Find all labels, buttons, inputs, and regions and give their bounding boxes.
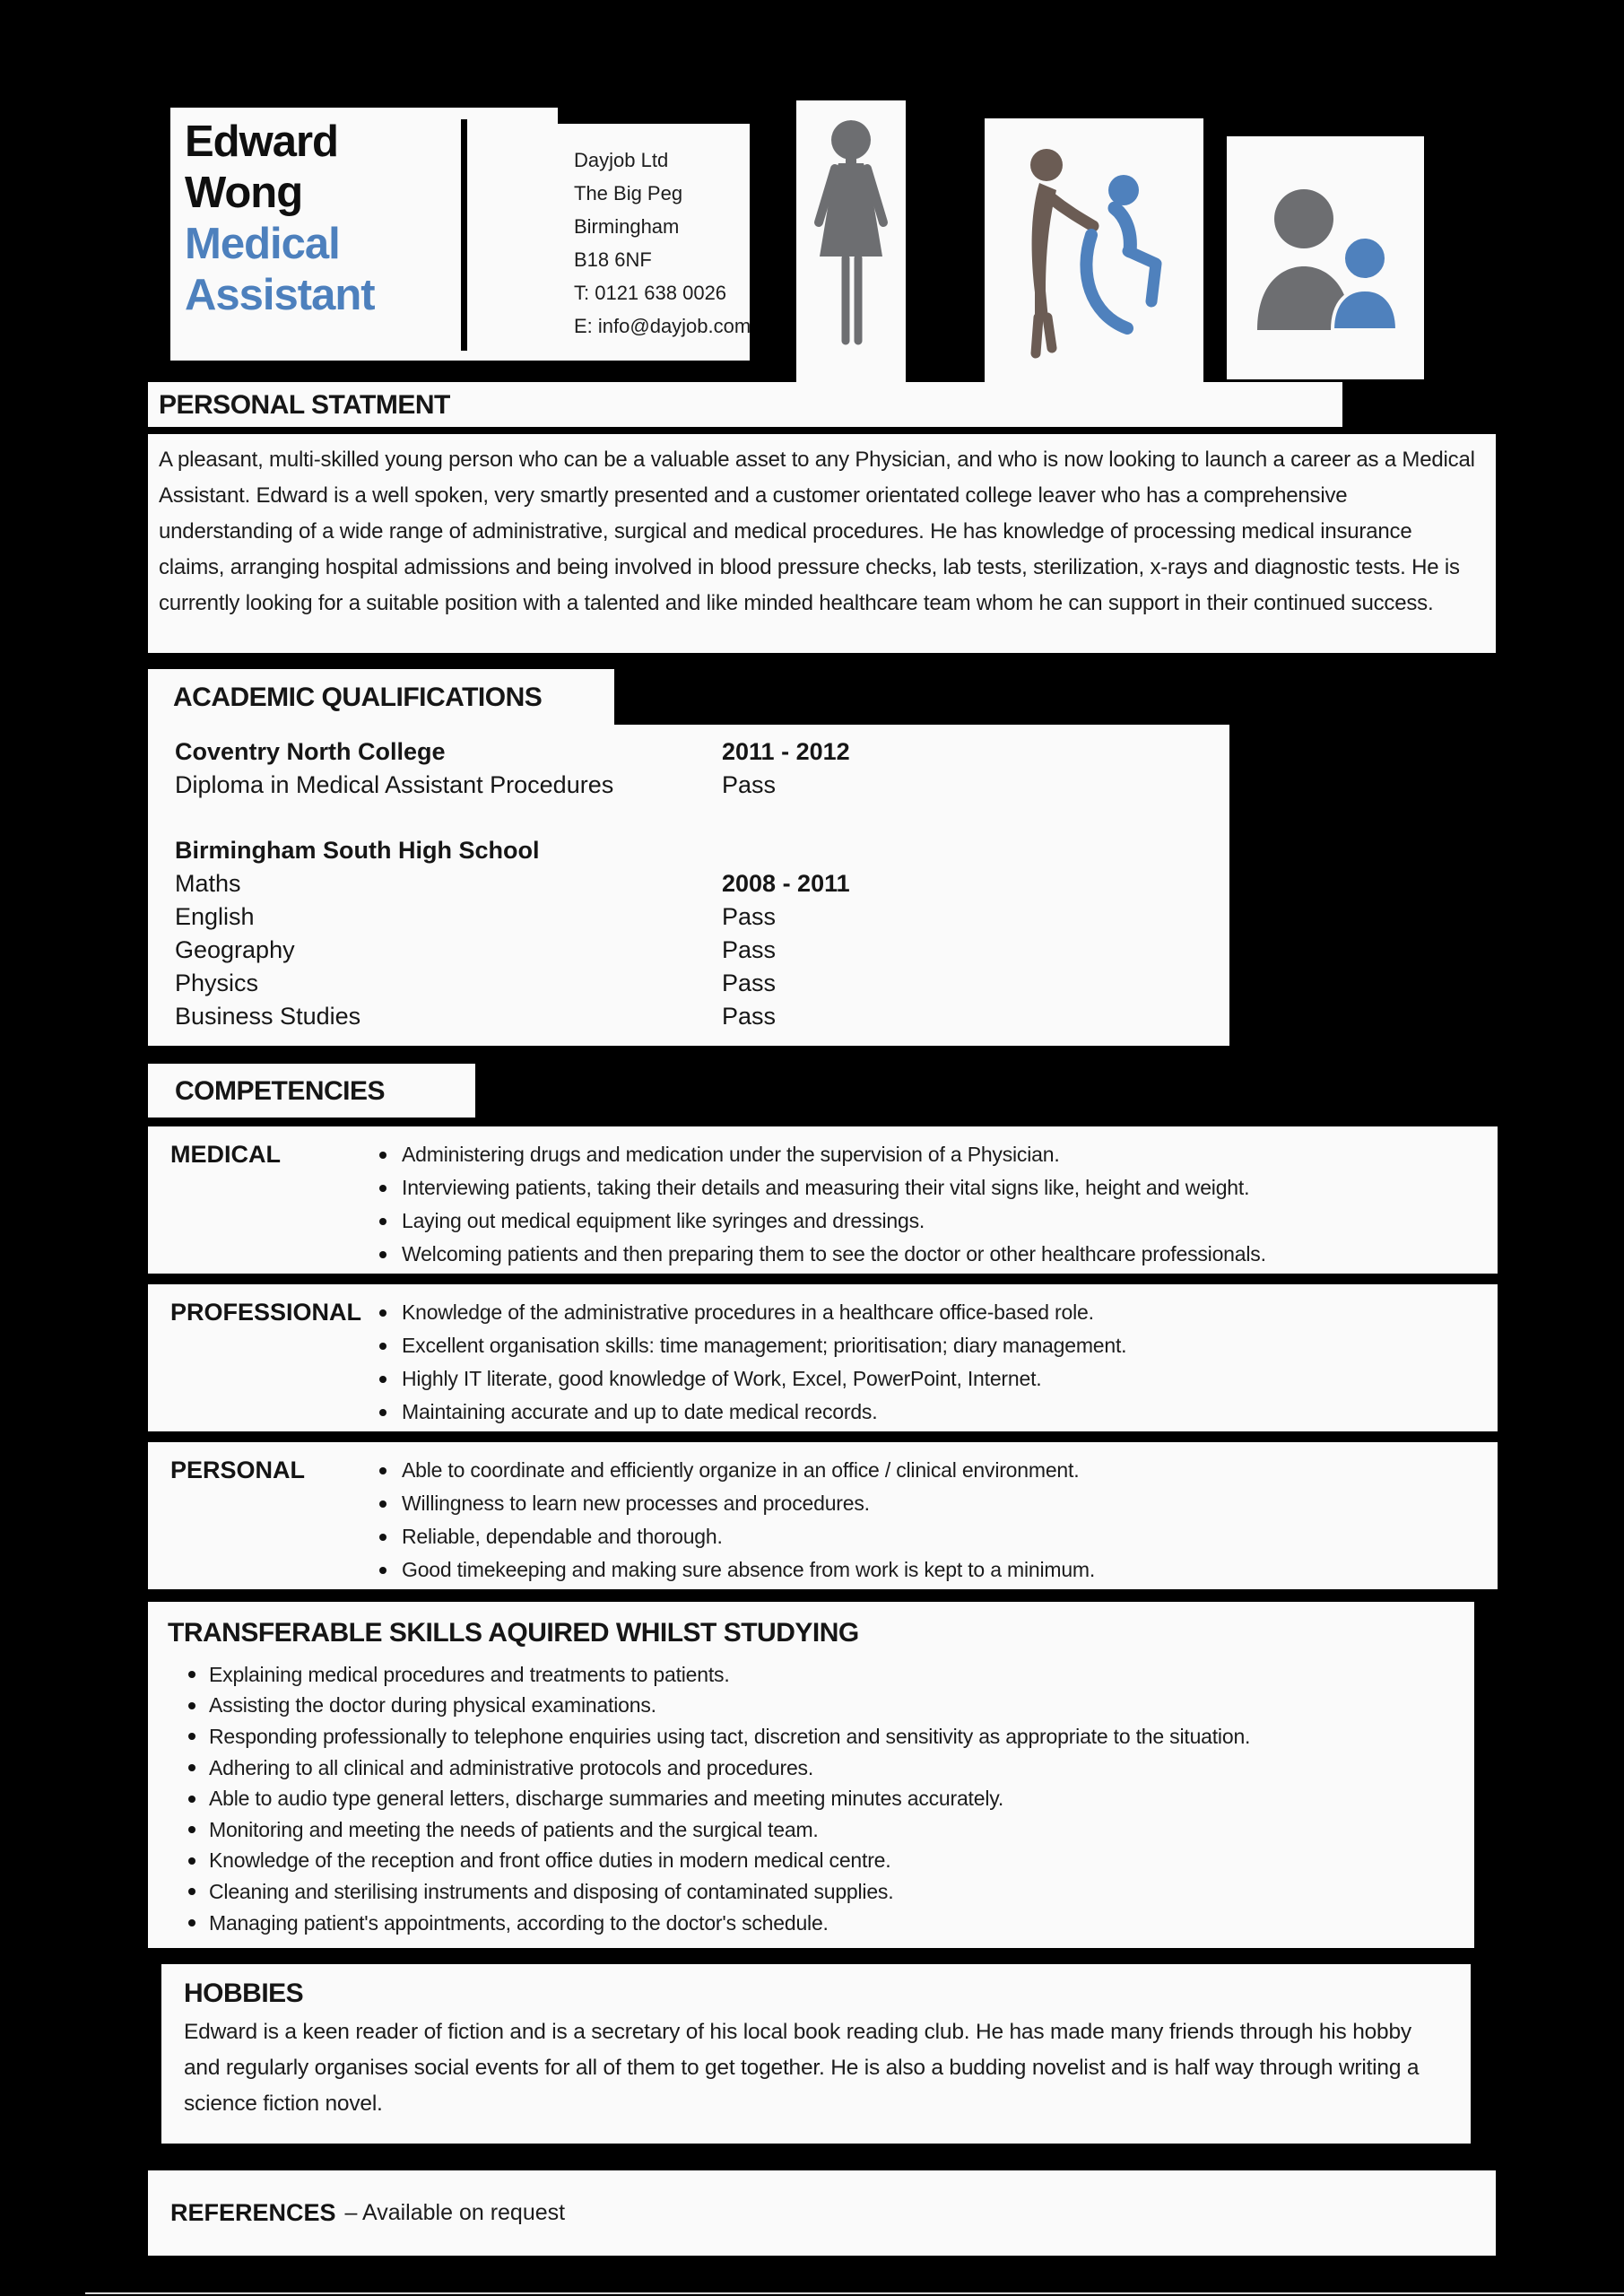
name-first: Edward <box>185 117 338 166</box>
bullet-dot <box>379 1376 386 1383</box>
personal-statement-heading: PERSONAL STATMENT <box>159 390 450 420</box>
result: Pass <box>722 771 777 798</box>
name-box <box>170 108 558 361</box>
personal-competency-box <box>148 1442 1498 1589</box>
result: Pass <box>722 1003 777 1030</box>
bullet-text: Explaining medical procedures and treatments to patients. <box>209 1662 730 1686</box>
bullet-item <box>188 1814 1474 1846</box>
bullet-text: Able to audio type general letters, discharge summaries and meeting minutes accurately. <box>209 1787 1004 1811</box>
hobbies-text: Edward is a keen reader of fiction and is a secretary of his local book reading club. He has made many friends through his hobby and regularly organises social events for all of them to get together. He is also a budding novelist and is half way through writing a science fiction novel. <box>184 2020 1420 2116</box>
bullet-dot <box>188 1888 195 1895</box>
personal-statement-body-box <box>148 434 1496 653</box>
bullet-dot <box>379 1534 386 1541</box>
subject-name: Geography <box>175 936 295 963</box>
bullet-item <box>379 1454 1498 1487</box>
bullet-item <box>379 1396 1498 1429</box>
bullet-item <box>379 1296 1498 1329</box>
subject-name: English <box>175 903 255 930</box>
bullet-dot <box>379 1185 386 1192</box>
bullet-text: Knowledge of the administrative procedures in a healthcare office-based role. <box>402 1300 1094 1324</box>
bullet-dot <box>188 1857 195 1865</box>
references-box <box>148 2170 1496 2256</box>
bullet-text: Responding professionally to telephone enquiries using tact, discretion and sensitivity as appropriate to the situation. <box>209 1724 1251 1748</box>
two-people-icon <box>1246 179 1404 336</box>
academic-heading: ACADEMIC QUALIFICATIONS <box>173 683 543 712</box>
subject-name: Business Studies <box>175 1003 361 1030</box>
academic-row <box>148 1000 1229 1033</box>
date-range: 2011 - 2012 <box>722 738 850 765</box>
group-bullets <box>379 1126 1498 1271</box>
group-label: PERSONAL <box>170 1457 306 1483</box>
bullet-text: Good timekeeping and making sure absence from work is kept to a minimum. <box>402 1558 1096 1581</box>
academic-row <box>148 769 1229 802</box>
contact-email: E: info@dayjob.com <box>574 315 751 337</box>
group-bullets <box>379 1284 1498 1429</box>
bullet-text: Monitoring and meeting the needs of patients and the surgical team. <box>209 1817 819 1841</box>
medical-competency-box <box>148 1126 1498 1274</box>
bullet-text: Laying out medical equipment like syringes and dressings. <box>402 1209 925 1232</box>
bullet-item <box>379 1171 1498 1205</box>
bullet-text: Administering drugs and medication under the supervision of a Physician. <box>402 1143 1060 1166</box>
bullet-item <box>379 1553 1498 1587</box>
professional-competency-box <box>148 1284 1498 1431</box>
bullet-item <box>379 1138 1498 1171</box>
bullet-item <box>188 1721 1474 1752</box>
bullet-text: Managing patient's appointments, according to the doctor's schedule. <box>209 1910 829 1935</box>
group-label: MEDICAL <box>170 1141 281 1168</box>
date-range: 2008 - 2011 <box>722 870 850 897</box>
bullet-text: Willingness to learn new processes and procedures. <box>402 1492 870 1515</box>
bullet-dot <box>379 1409 386 1416</box>
bullet-text: Interviewing patients, taking their details and measuring their vital signs like, height and weight. <box>402 1176 1250 1199</box>
bullet-item <box>379 1329 1498 1362</box>
result: Pass <box>722 936 777 963</box>
bullet-item <box>379 1205 1498 1238</box>
bullet-text: Adhering to all clinical and administrative protocols and procedures. <box>209 1755 814 1779</box>
group-label: PROFESSIONAL <box>170 1299 362 1326</box>
bullet-dot <box>188 1826 195 1833</box>
caregiver-wheelchair-icon <box>1000 138 1188 367</box>
header-divider <box>461 119 467 351</box>
transferable-skills-box <box>148 1602 1474 1948</box>
bullet-text: Able to coordinate and efficiently organize in an office / clinical environment. <box>402 1458 1080 1482</box>
name-block <box>170 108 558 321</box>
contact-address1: The Big Peg <box>574 182 683 204</box>
bullet-item <box>188 1876 1474 1908</box>
bullet-item <box>379 1362 1498 1396</box>
bullet-dot <box>379 1467 386 1474</box>
bullet-text: Reliable, dependable and thorough. <box>402 1525 723 1548</box>
page-bottom-edge <box>85 2292 1624 2294</box>
contact-city: Birmingham <box>574 215 680 238</box>
institution-name: Birmingham South High School <box>175 837 540 864</box>
qualification-name: Diploma in Medical Assistant Procedures <box>175 771 614 798</box>
competencies-heading: COMPETENCIES <box>175 1076 386 1106</box>
group-bullets <box>379 1442 1498 1587</box>
references-heading: REFERENCES <box>170 2199 336 2226</box>
bullet-item <box>188 1752 1474 1784</box>
bullet-item <box>188 1908 1474 1939</box>
bullet-text: Maintaining accurate and up to date medical records. <box>402 1400 878 1423</box>
bullet-dot <box>188 1764 195 1771</box>
institution-name: Coventry North College <box>175 738 446 765</box>
academic-row <box>148 967 1229 1000</box>
academic-row <box>148 834 1229 867</box>
bullet-text: Knowledge of the reception and front office duties in modern medical centre. <box>209 1848 891 1873</box>
contact-box <box>558 124 750 361</box>
academic-row <box>148 900 1229 934</box>
transferable-skills-bullets <box>188 1648 1474 1938</box>
name-last: Wong <box>185 169 303 217</box>
contact-postcode: B18 6NF <box>574 248 652 271</box>
bullet-item <box>188 1783 1474 1814</box>
bullet-item <box>379 1238 1498 1271</box>
academic-row <box>148 867 1229 900</box>
bullet-text: Welcoming patients and then preparing them to see the doctor or other healthcare professionals. <box>402 1242 1266 1265</box>
contact-phone: T: 0121 638 0026 <box>574 282 727 304</box>
hobbies-heading: HOBBIES <box>184 1979 304 2008</box>
subject-name: Physics <box>175 970 259 996</box>
nurse-icon-box <box>796 100 906 386</box>
people-icon-box <box>1227 136 1424 379</box>
row-spacer <box>148 802 1229 834</box>
bullet-item <box>188 1691 1474 1722</box>
bullet-text: Highly IT literate, good knowledge of Work, Excel, PowerPoint, Internet. <box>402 1367 1042 1390</box>
hobbies-box <box>161 1964 1471 2144</box>
job-title-line2: Assistant <box>185 271 375 319</box>
academic-row <box>148 735 1229 769</box>
bullet-item <box>379 1520 1498 1553</box>
nurse-icon <box>806 111 896 376</box>
bullet-text: Assisting the doctor during physical examinations. <box>209 1693 656 1718</box>
bullet-dot <box>188 1671 195 1678</box>
contact-company: Dayjob Ltd <box>574 149 669 171</box>
job-title-line1: Medical <box>185 220 340 268</box>
result: Pass <box>722 903 777 930</box>
bullet-dot <box>379 1152 386 1159</box>
bullet-item <box>188 1659 1474 1691</box>
bullet-dot <box>379 1218 386 1225</box>
bullet-dot <box>188 1919 195 1926</box>
bullet-dot <box>379 1309 386 1317</box>
personal-statement-text: A pleasant, multi-skilled young person who can be a valuable asset to any Physician, and who is now looking to launch a career as a Medical Assistant. Edward is a well spoken, very smartly presented and a customer orientated college leaver who has a comprehensive understanding of a wide range of administrative, surgical and medical procedures. He has knowledge of processing medical insurance claims, arranging hospital admissions and being involved in blood pressure checks, lab tests, sterilization, x-rays and diagnostic tests. He is currently looking for a suitable position with a talented and like minded healthcare team whom he can support in their continued success. <box>159 448 1475 615</box>
personal-statement-header-box <box>148 382 1342 427</box>
academic-header-box <box>148 669 614 725</box>
caregiver-icon-box <box>985 118 1203 386</box>
academic-row <box>148 934 1229 967</box>
competencies-header-box <box>148 1064 475 1118</box>
academic-rows <box>148 725 1229 1033</box>
bullet-item <box>379 1487 1498 1520</box>
bullet-text: Cleaning and sterilising instruments and disposing of contaminated supplies. <box>209 1879 894 1903</box>
bullet-dot <box>379 1567 386 1574</box>
bullet-item <box>188 1846 1474 1877</box>
result: Pass <box>722 970 777 996</box>
bullet-dot <box>379 1343 386 1350</box>
bullet-dot <box>379 1251 386 1258</box>
references-text: – Available on request <box>344 2200 566 2225</box>
bullet-dot <box>188 1796 195 1803</box>
bullet-dot <box>188 1702 195 1709</box>
subject-name: Maths <box>175 870 241 897</box>
bullet-dot <box>188 1733 195 1740</box>
transferable-skills-heading: TRANSFERABLE SKILLS AQUIRED WHILST STUDYING <box>168 1618 859 1648</box>
contact-block <box>558 124 750 343</box>
academic-content-box <box>148 725 1229 1046</box>
bullet-text: Excellent organisation skills: time management; prioritisation; diary management. <box>402 1334 1127 1357</box>
bullet-dot <box>379 1500 386 1508</box>
